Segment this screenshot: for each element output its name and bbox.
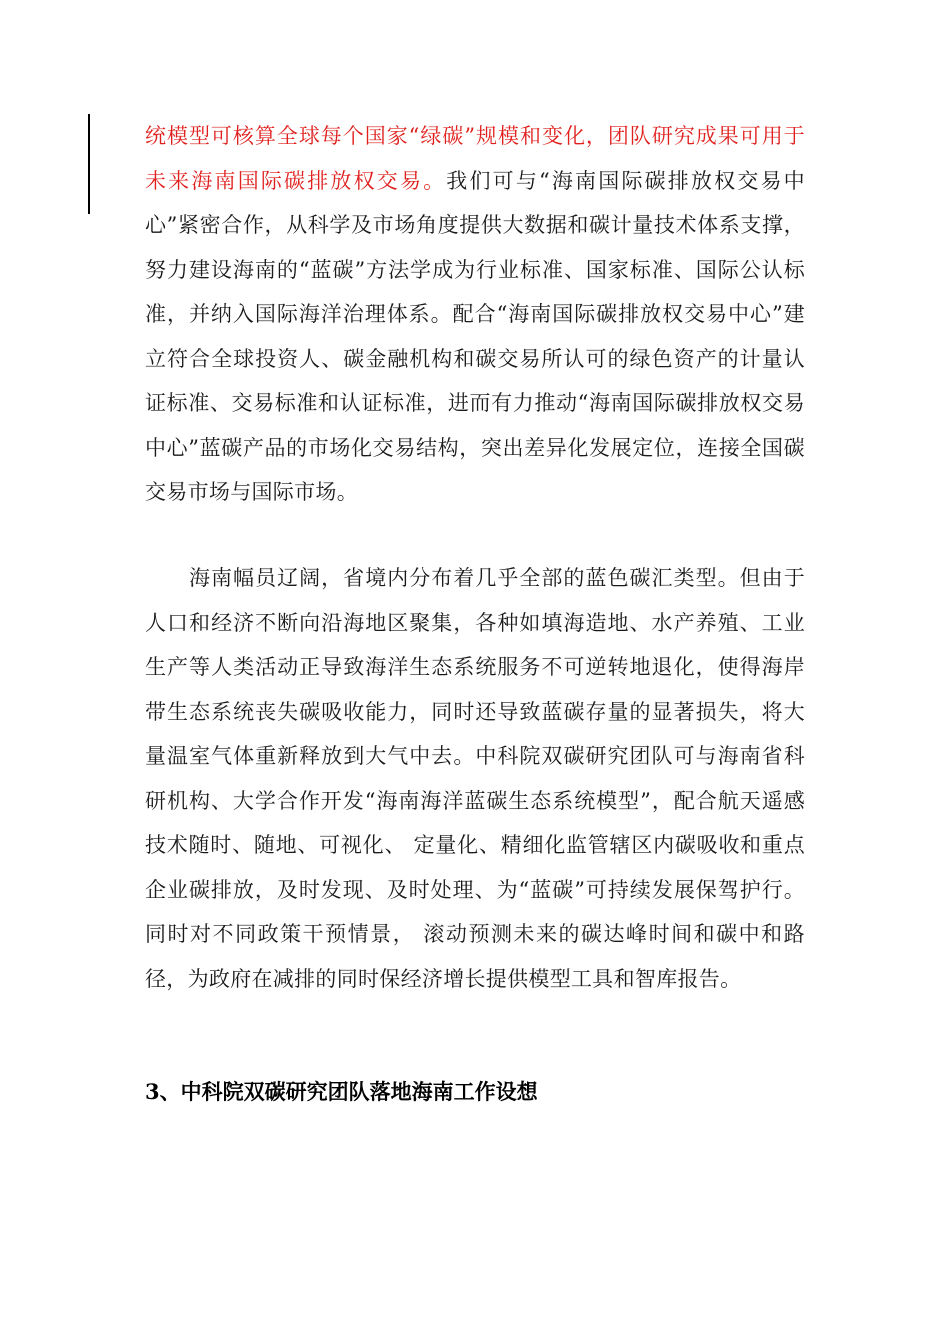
highlighted-text: 统模型可核算全球每个国家“绿碳”规模和变化，团队研究成果可用于未来海南国际碳排放权交易。 [145, 124, 805, 193]
revision-change-bar [88, 114, 90, 214]
section-heading: 3、中科院双碳研究团队落地海南工作设想 [145, 1079, 538, 1104]
paragraph-blue-carbon: 海南幅员辽阔，省境内分布着几乎全部的蓝色碳汇类型。但由于人口和经济不断向沿海地区聚集，各种如填海造地、水产养殖、工业生产等人类活动正导致海洋生态系统服务不可逆转地退化，使得海岸带生态系统丧失碳吸收能力，同时还导致蓝碳存量的显著损失，将大量温室气体重新释放到大气中去。中科院双碳研究团队可与海南省科研机构、大学合作开发“海南海洋蓝碳生态系统模型”，配合航天遥感技术随时、随地、可视化、 定量化、精细化监管辖区内碳吸收和重点企业碳排放，及时发现、及时处理、为“蓝碳”可持续发展保驾护行。 同时对不同政策干预情景， 滚动预测未来的碳达峰时间和碳中和路径，为政府在减排的同时保经济增长提供模型工具和智库报告。 [145, 566, 805, 991]
paragraph-body-text: 我们可与“海南国际碳排放权交易中心”紧密合作，从科学及市场角度提供大数据和碳计量技术体系支撑，努力建设海南的“蓝碳”方法学成为行业标准、国家标准、国际公认标准，并纳入国际海洋治理体系。配合“海南国际碳排放权交易中心”建立符合全球投资人、碳金融机构和碳交易所认可的绿色资产的计量认证标准、交易标准和认证标准，进而有力推动“海南国际碳排放权交易中心”蓝碳产品的市场化交易结构，突出差异化发展定位，连接全国碳交易市场与国际市场。 [145, 168, 805, 504]
paragraph-carbon-trading [145, 114, 805, 515]
